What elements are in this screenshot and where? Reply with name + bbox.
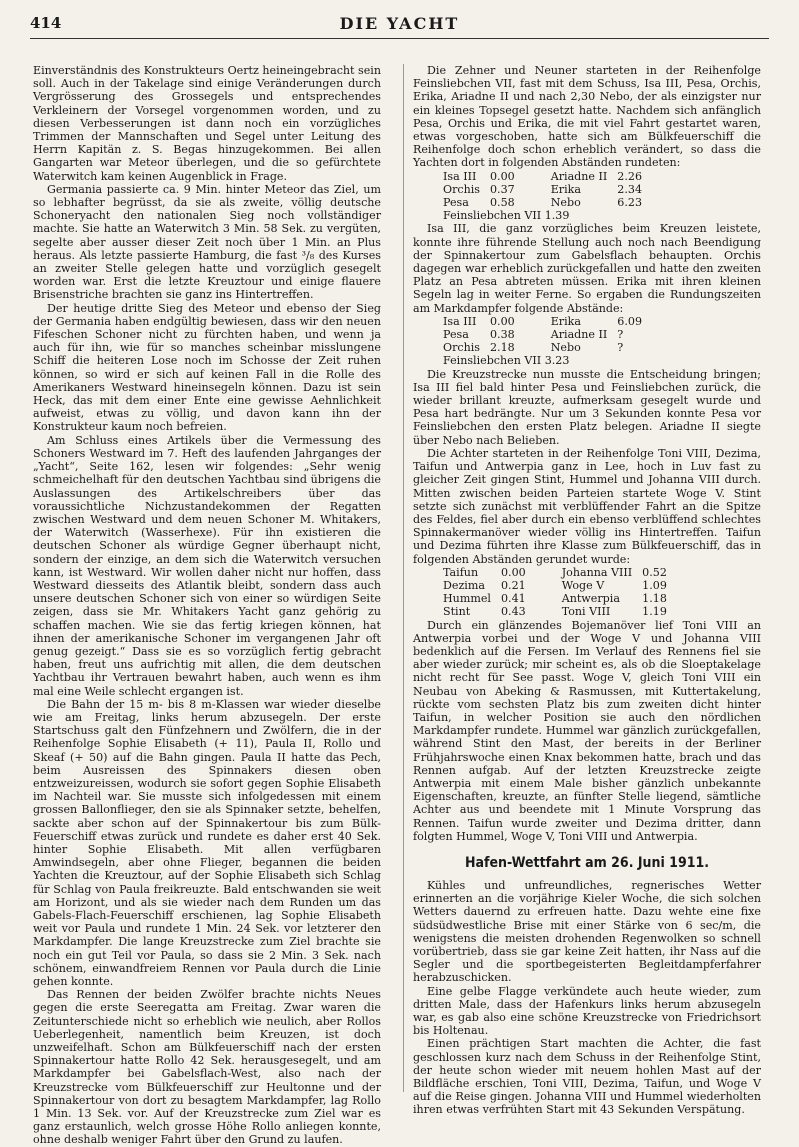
time-cell: 0.41 xyxy=(500,592,526,606)
paragraph: Einen prächtigen Start machten die Achter, die fast geschlossen kurz nach dem Schuss in der Reihenfolge Stint, der heute schon wieder mit neuem hohlen Mast auf der Bildfläche erschien, Toni VIII, Dezima, Taifun, und Woge V auf die Reise gingen. Johanna VIII und Hummel wiederholten ihren etwas verfrühten Start mit 43 Sekunden Verspätung. xyxy=(413,1037,761,1117)
standings-table-1 xyxy=(443,170,652,210)
yacht-name-cell: Nebo xyxy=(550,196,581,210)
time-cell: ? xyxy=(617,328,624,342)
yacht-name-cell: Pesa xyxy=(443,328,469,342)
paragraph: Durch ein glänzendes Bojemanöver lief Toni VIII an Antwerpia vorbei und der Woge V und Johanna VIII bedenklich auf die Fersen. Im Verlauf des Rennens fiel sie aber wieder zurück; mir scheint es, als ob die Sloeptakelage nicht recht für See passt. Woge V, gleich Toni VIII ein Neubau von Abeking & Rasmussen, mit Kuttertakelung, rückte vom sechsten Platz bis zum zweiten dicht hinter Taifun, in welcher Position sie auch den nördlichen Markdampfer rundete. Hummel war gänzlich zurückgefallen, während Stint den Mast, der bereits in der Berliner Frühjahrswoche einen Knax bekommen hatte, brach und das Rennen aufgab. Auf der letzten Kreuzstrecke zeigte Antwerpia mit einem Male bisher gänzlich unbekannte Eigenschaften, kreuzte, an fünfter Stelle liegend, sämtliche Achter aus und beendete mit 1 Minute Vorsprung das Rennen. Taifun wurde zweiter und Dezima dritter, dann folgten Hummel, Woge V, Toni VIII und Antwerpia. xyxy=(413,618,761,843)
right-column xyxy=(413,64,761,1117)
yacht-name-cell: Toni VIII xyxy=(561,605,611,619)
paragraph: Die Kreuzstrecke nun musste die Entscheidung bringen; Isa III fiel bald hinter Pesa und Feinsliebchen zurück, die wieder brillant kreuzte, aufmerksam gesegelt wurde und Pesa hart bedrängte. Nur um 3 Sekunden konnte Pesa vor Feinsliebchen den ersten Platz belegen. Ariadne II siegte über Nebo nach Belieben. xyxy=(413,367,761,447)
time-cell: 1.18 xyxy=(642,592,667,606)
yacht-name-cell: Woge V xyxy=(561,578,605,592)
paragraph: Kühles und unfreundliches, regnerisches Wetter erinnerten an die vorjährige Kieler Woche, die sich solchen Wetters dauernd zu erfreuen hatte. Dazu wehte eine fixe südsüdwestliche Brise mit einer Stärke von 6 sec/m, die wenigstens die meisten drohenden Regenwolken so schnell vorübertrieb, dass sie gar keine Zeit hatten, ihr Nass auf die Segler und die sportbegeisterten Begleitdampferfahrer herabzuschicken. xyxy=(413,878,761,985)
table-row xyxy=(443,315,652,328)
time-cell: 0.52 xyxy=(642,565,667,579)
table-row xyxy=(443,170,652,183)
paragraph: Die Zehner und Neuner starteten in der Reihenfolge Feinsliebchen VII, fast mit dem Schuss, Isa III, Pesa, Orchis, Erika, Ariadne II und nach 2,30 Nebo, der als einzigster nur ein kleines Topsegel gesetzt hatte. Nachdem sich anfänglich Pesa, Orchis und Erika, die mit viel Fahrt gestartet waren, etwas vorgeschoben, hatte sich am Bülkfeuerschiff die Reihenfolge doch schon erheblich verändert, so dass die Yachten dort in folgenden Abständen rundeten: xyxy=(413,64,761,170)
header-rule xyxy=(30,38,769,39)
paragraph: Das Rennen der beiden Zwölfer brachte nichts Neues gegen die erste Seeregatta am Freitag. Zwar waren die Zeitunterschiede nicht so erheblich wie neulich, aber Rollos Ueberlegenheit, namentlich beim Kreuzen, ist doch unzweifelhaft. Schon am Bülkfeuerschiff nach der ersten Spinnakertour hatte Rollo 42 Sek. herausgesegelt, und am Markdampfer bei Gabelsflach-West, also nach der Kreuzstrecke vom Bülkfeuerschiff zur Heultonne und der Spinnakertour von dort zu besagtem Markdampfer, lag Rollo 1 Min. 13 Sek. vor. Auf der Kreuzstrecke zum Ziel war es ganz erstaunlich, welch grosse Höhe Rollo anliegen konnte, ohne deshalb weniger Fahrt über den Grund zu laufen. xyxy=(33,988,381,1147)
time-cell: 0.00 xyxy=(490,169,515,183)
yacht-name-cell: Johanna VIII xyxy=(561,565,633,579)
paragraph: Eine gelbe Flagge verkündete auch heute wieder, zum dritten Male, dass der Hafenkurs links herum abzusegeln war, es gab also eine schöne Kreuzstrecke von Friedrichsort bis Holtenau. xyxy=(413,984,761,1038)
yacht-name-cell: Pesa xyxy=(443,196,469,210)
yacht-name-cell: Erika xyxy=(550,182,581,196)
paragraph: Am Schluss eines Artikels über die Vermessung des Schoners Westward im 7. Heft des laufenden Jahrganges der „Yacht“, Seite 162, lesen wir folgendes: „Sehr wenig schmeichelhaft für den deutschen Yachtbau sind übrigens die Auslassungen des Artikelschreibers über das voraussichtliche Nichzustandekommen der Regatten zwischen Westward und dem neuen Schoner M. Whitakers, der Waterwitch (Wasserhexe). Für ihn existieren die deutschen Schoner als würdige Gegner überhaupt nicht, sondern der einzige, an dem sich die Waterwitch versuchen kann, ist Westward. Wir wollen daher nicht nur hoffen, dass Westward diesseits des Atlantik bleibt, sondern dass auch unsere deutschen Schoner sich von einer so würdigen Seite zeigen, dass sie Mr. Whitakers Yacht ganz gehörig zu schaffen machen. Wie sie das fertig kriegen können, hat ihnen der amerikanische Schoner im vergangenen Jahr oft genug gezeigt.“ Dass sie es so vorzüglich fertig gebracht haben, freut uns aufrichtig mit allen, die dem deutschen Yachtbau ihr Vertrauen bewahrt haben, auch wenn es ihm mal eine Weile schlecht ergangen ist. xyxy=(33,433,381,698)
time-cell: 0.38 xyxy=(490,328,515,342)
table-row xyxy=(443,592,677,605)
table-extra-row: Feinsliebchen VII 1.39 xyxy=(443,209,570,223)
paragraph: Die Achter starteten in der Reihenfolge Toni VIII, Dezima, Taifun und Antwerpia ganz in Lee, hoch in Luv fast zu gleicher Zeit gingen Stint, Hummel und Johanna VIII durch. Mitten zwischen beiden Parteien startete Woge V. Stint setzte sich zunächst mit verblüffender Fahrt an die Spitze des Feldes, fiel aber durch ein ebenso verblüffend schlechtes Spinnakermanöver wieder völlig ins Hintertreffen. Taifun und Dezima führten ihre Klasse zum Bülkfeuerschiff, das in folgenden Abständen gerundet wurde: xyxy=(413,446,761,566)
yacht-name-cell: Nebo xyxy=(550,341,581,355)
time-cell: 6.09 xyxy=(617,314,642,328)
yacht-name-cell: Orchis xyxy=(443,341,480,355)
time-cell: 0.21 xyxy=(500,578,526,592)
table-row xyxy=(443,566,677,579)
paragraph: Isa III, die ganz vorzügliches beim Kreuzen leistete, konnte ihre führende Stellung auch noch nach Beendigung der Spinnakertour zum Gabelsflach behaupten. Orchis dagegen war erheblich zurückgefallen und hatte den zweiten Platz an Pesa abtreten müssen. Erika mit ihren kleinen Segeln lag in weiter Ferne. So ergaben die Rundungszeiten am Markdampfer folgende Abstände: xyxy=(413,222,761,315)
time-cell: 0.00 xyxy=(500,565,526,579)
yacht-name-cell: Ariadne II xyxy=(550,328,608,342)
table-row xyxy=(443,328,652,341)
table-row xyxy=(443,341,652,354)
time-cell: 0.37 xyxy=(490,182,515,196)
yacht-name-cell: Hummel xyxy=(443,592,491,606)
yacht-name-cell: Isa III xyxy=(443,169,477,183)
standings-table-3 xyxy=(443,566,677,619)
time-cell: 1.09 xyxy=(642,578,667,592)
paragraph: Germania passierte ca. 9 Min. hinter Meteor das Ziel, um so lebhafter begrüsst, da sie als zweite, völlig deutsche Schoneryacht den nationalen Sieg noch vollständiger machte. Sie hatte an Waterwitch 3 Min. 58 Sek. zu vergüten, segelte aber ausser dieser Zeit noch über 1 Min. an Plus heraus. Als letzte passierte Hamburg, die fast ³/₈ des Kurses an zweiter Stelle gelegen hatte und vorzüglich gesegelt worden war. Erst die letzte Kreuztour und einige flauere Brisenstriche brachten sie ganz ins Hintertreffen. xyxy=(33,182,381,302)
yacht-name-cell: Ariadne II xyxy=(550,169,608,183)
yacht-name-cell: Stint xyxy=(443,605,471,619)
paragraph: Der heutige dritte Sieg des Meteor und ebenso der Sieg der Germania haben endgültig bewiesen, dass wir den neuen Fifeschen Schoner nicht zu fürchten haben, und wenn ja auch für ihn, wie für so manches scheinbar misslungene Schiff die heiteren Lose noch im Schosse der Zeit ruhen können, so wird er sich auf keinen Fall in die Rolle des Amerikaners Westward hineinsegeln können. Dazu ist sein Heck, das mit dem einer Ente eine gewisse Aehnlichkeit aufweist, etwas zu völlig, und davon kann ihn der Konstrukteur kaum noch befreien. xyxy=(33,301,381,434)
journal-title: DIE YACHT xyxy=(339,14,460,33)
time-cell: 0.00 xyxy=(490,314,515,328)
yacht-name-cell: Isa III xyxy=(443,314,477,328)
page-number: 414 xyxy=(30,14,62,32)
time-cell: 2.26 xyxy=(617,169,642,183)
column-divider xyxy=(403,64,404,1092)
paragraph: Einverständnis des Konstrukteurs Oertz heineingebracht sein soll. Auch in der Takelage sind einige Veränderungen durch Vergrösserung des Grossegels und entsprechendes Verkleinern der Vorsegel vorgenommen worden, und zu diesen Verbesserungen ist dann noch ein vorzügliches Trimmen der Mannschaften und Segel unter Leitung des Herrn Kapitän z. S. Begas hinzugekommen. Bei allen Gangarten war Meteor überlegen, und die so gefürchtete Waterwitch kam keinen Augenblick in Frage. xyxy=(33,64,381,183)
standings-table-2 xyxy=(443,315,652,355)
table-extra-row: Feinsliebchen VII 3.23 xyxy=(443,354,570,368)
running-header xyxy=(30,14,769,40)
time-cell: 6.23 xyxy=(617,196,642,210)
yacht-name-cell: Erika xyxy=(550,314,581,328)
yacht-name-cell: Orchis xyxy=(443,182,480,196)
yacht-name-cell: Antwerpia xyxy=(561,592,620,606)
time-cell: 1.19 xyxy=(642,605,667,619)
time-cell: 0.43 xyxy=(500,605,526,619)
table-row xyxy=(443,196,652,209)
table-row xyxy=(443,579,677,592)
table-row xyxy=(443,183,652,196)
table-row xyxy=(443,605,677,618)
yacht-name-cell: Taifun xyxy=(443,565,479,579)
time-cell: ? xyxy=(617,341,624,355)
yacht-name-cell: Dezima xyxy=(443,578,485,592)
time-cell: 2.18 xyxy=(490,341,515,355)
time-cell: 0.58 xyxy=(490,196,515,210)
left-column xyxy=(33,64,381,1147)
paragraph: Die Bahn der 15 m- bis 8 m-Klassen war wieder dieselbe wie am Freitag, links herum abzusegeln. Der erste Startschuss galt den Fünfzehnern und Zwölfern, die in der Reihenfolge Sophie Elisabeth (+ 11), Paula II, Rollo und Skeaf (+ 50) auf die Bahn gingen. Paula II hatte das Pech, beim Ausreissen des Spinnakers diesen oben entzweizureissen, wodurch sie sofort gegen Sophie Elisabeth im Nachteil war. Sie musste sich infolgedessen mit einem grossen Ballonflieger, den sie als Spinnaker setzte, behelfen, sackte aber schon auf der Spinnakertour bis zum Bülk-Feuerschiff etwas zurück und rundete es daher erst 40 Sek. hinter Sophie Elisabeth. Mit allen verfügbaren Amwindsegeln, aber ohne Flieger, begannen die beiden Yachten die Kreuztour, auf der Sophie Elisabeth sich Schlag für Schlag von Paula freikreuzte. Bald entschwanden sie weit am Horizont, und als sie wieder nach dem Runden um das Gabels-Flach-Feuerschiff erschienen, lag Sophie Elisabeth weit vor Paula und rundete 1 Min. 24 Sek. vor letzterer den Markdampfer. Die lange Kreuzstrecke zum Ziel brachte sie noch ein gut Teil vor Paula, so dass sie 2 Min. 3 Sek. nach schönem, einwandfreiem Rennen vor Paula durch die Linie gehen konnte. xyxy=(33,697,381,989)
time-cell: 2.34 xyxy=(617,182,642,196)
section-heading: Hafen-Wettfahrt am 26. Juni 1911. xyxy=(464,854,710,871)
